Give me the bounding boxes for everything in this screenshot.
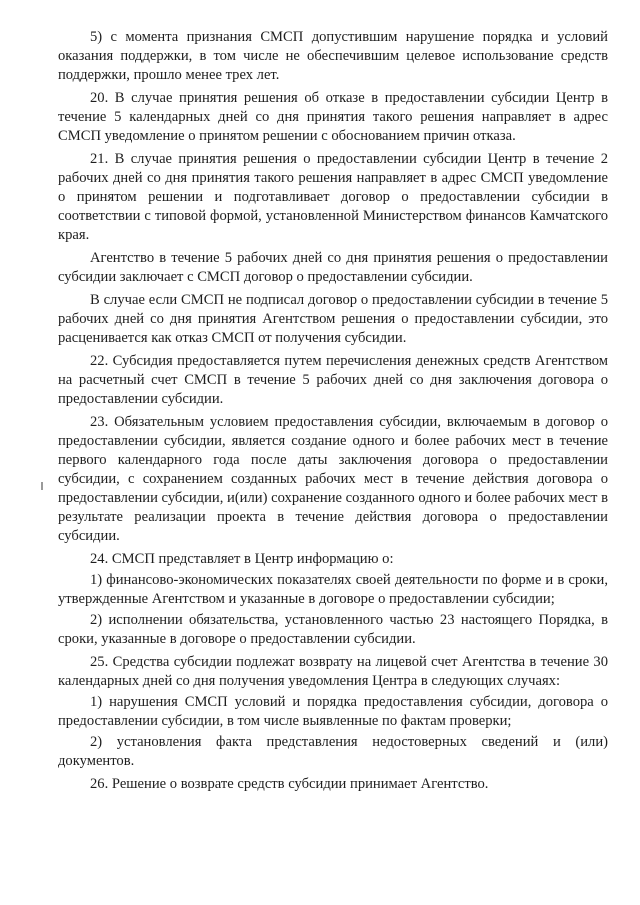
paragraph-clause-25-item-2: 2) установления факта представления недостоверных сведений и (или) документов. xyxy=(58,734,608,769)
paragraph-clause-20: 20. В случае принятия решения об отказе в предоставлении субсидии Центр в течение 5 календарных дней со дня принятия такого решения направляет в адрес СМСП уведомление о принятом решении с обоснованием причин отказа. xyxy=(58,90,608,144)
paragraph-clause-26: 26. Решение о возврате средств субсидии принимает Агентство. xyxy=(90,776,489,792)
paragraph-clause-23: 23. Обязательным условием предоставления субсидии, включаемым в договор о предоставлении субсидии, является создание одного и более рабочих мест в течение первого календарного года после даты заключения договора о предоставлении субсидии, с сохранением созданных рабочих мест в течение действия договора о предоставлении субсидии, и(или) сохранение созданного одного и более рабочих мест в результате реализации проекта в течение действия договора о предоставлении субсидии. xyxy=(58,414,608,544)
document-page xyxy=(58,28,608,798)
paragraph-clause-24: 24. СМСП представляет в Центр информацию о: xyxy=(90,551,394,567)
paragraph-item-5: 5) с момента признания СМСП допустившим нарушение порядка и условий оказания поддержки, в том числе не обеспечившим целевое использование средств поддержки, прошло менее трех лет. xyxy=(58,29,608,83)
paragraph-clause-25: 25. Средства субсидии подлежат возврату на лицевой счет Агентства в течение 30 календарных дней со дня получения уведомления Центра в следующих случаях: xyxy=(58,654,608,689)
paragraph-clause-21: 21. В случае принятия решения о предоставлении субсидии Центр в течение 2 рабочих дней со дня принятия такого решения направляет в адрес СМСП уведомление о принятом решении и подготавливает договор о предоставлении субсидии в соответствии с типовой формой, установленной Министерством финансов Камчатского края. xyxy=(58,151,608,243)
scan-margin-mark xyxy=(41,482,43,490)
paragraph-agency-contract: Агентство в течение 5 рабочих дней со дня принятия решения о предоставлении субсидии заключает с СМСП договор о предоставлении субсидии. xyxy=(58,250,608,285)
paragraph-clause-22: 22. Субсидия предоставляется путем перечисления денежных средств Агентством на расчетный счет СМСП в течение 5 рабочих дней со дня заключения договора о предоставлении субсидии. xyxy=(58,353,608,407)
paragraph-clause-24-item-2: 2) исполнении обязательства, установленного частью 23 настоящего Порядка, в сроки, указанные в договоре о предоставлении субсидии. xyxy=(58,612,608,647)
paragraph-clause-24-item-1: 1) финансово-экономических показателях своей деятельности по форме и в сроки, утвержденные Агентством и указанные в договоре о предоставлении субсидии; xyxy=(58,572,608,607)
paragraph-unsigned-contract: В случае если СМСП не подписал договор о предоставлении субсидии в течение 5 рабочих дней со дня принятия Агентством решения о предоставлении субсидии, это расценивается как отказ СМСП от получения субсидии. xyxy=(58,292,608,346)
paragraph-clause-25-item-1: 1) нарушения СМСП условий и порядка предоставления субсидии, договора о предоставлении субсидии, в том числе выявленные по фактам проверки; xyxy=(58,694,608,729)
